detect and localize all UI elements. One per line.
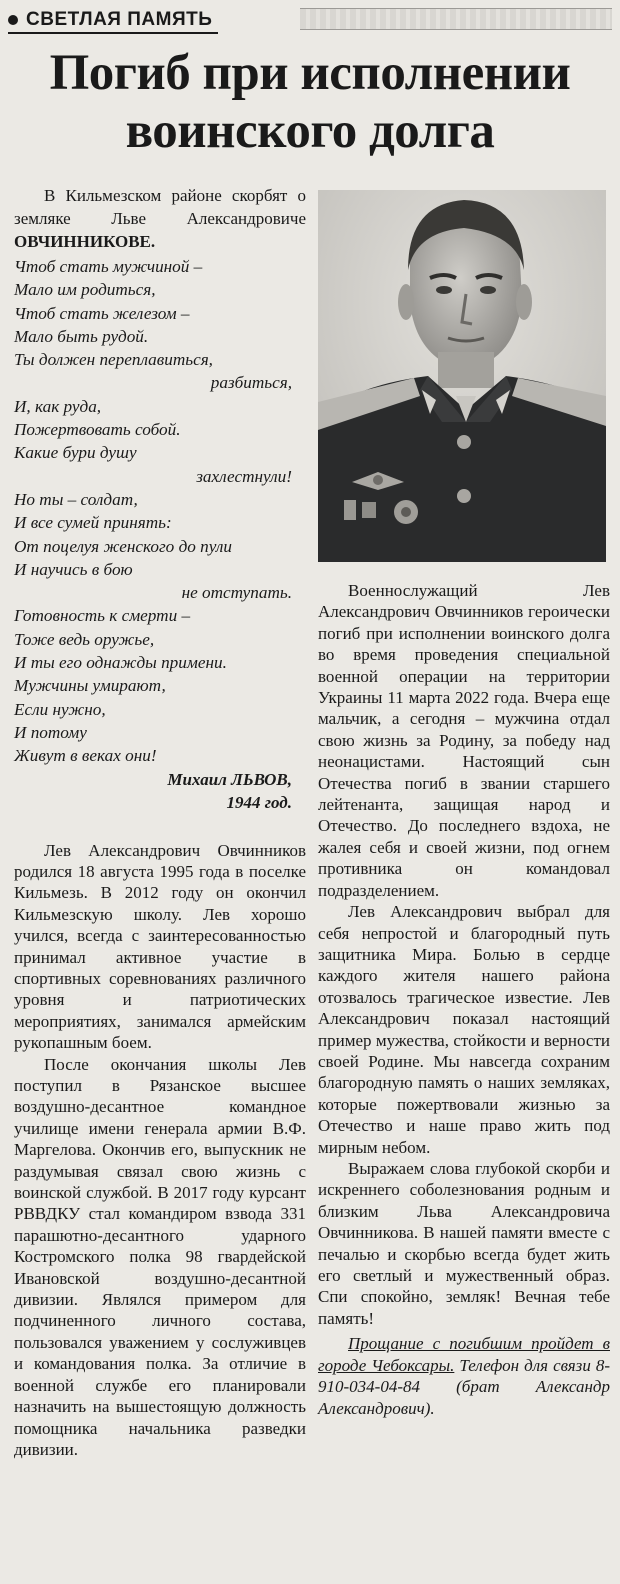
poem-line: И, как руда, bbox=[14, 396, 102, 416]
poem-line: Пожертвовать собой. bbox=[14, 420, 181, 440]
poem-line: И все сумей принять: bbox=[14, 513, 172, 533]
poem bbox=[14, 255, 306, 768]
poem-line: Если нужно, bbox=[14, 699, 106, 719]
poem-line: И потому bbox=[14, 722, 87, 742]
heroic-death-paragraph: Военнослужащий Лев Александрович Овчинников героически погиб при исполнении воинского долга во время проведения специальной военной операции на территории Украины 11 марта 2022 года. Вчера еще мальчик, а сегодня – мужчина отдал свою жизнь за Родину, за победу над неонацистами. Настоящий сын Отечества погиб в звании старшего лейтенанта, защищая народ и Отечество. До последнего вздоха, не жалея себя и своей жизни, под огнем противника он командовал подразделением. bbox=[318, 581, 610, 900]
adjacent-column-edge bbox=[300, 8, 612, 30]
poem-line: разбиться, bbox=[210, 373, 292, 393]
poem-line: Но ты – солдат, bbox=[14, 489, 138, 509]
left-column bbox=[14, 184, 306, 1460]
defender-paragraph: Лев Александрович выбрал для себя непростой и благородный путь защитника Мира. Болью в сердце каждого жителя нашего района отозвалось трагическое известие. Лев Александрович показал настоящий пример мужества, стойкости и верности своей Родине. Мы навсегда сохраним благородную память о наших земляках, которые пожертвовали жизнью за Отечество и наше право жить под мирным небом. bbox=[318, 902, 610, 1157]
service-paragraph: После окончания школы Лев поступил в Рязанское высшее воздушно-десантное командное училище имени генерала армии В.Ф. Маргелова. Окончив его, выпускник не раздумывая связал свою жизнь с воинской службой. В 2017 году курсант РВВДКУ стал командиром взвода 331 парашютно-десантного ударного Костромского полка 98 гвардейской Ивановской воздушно-десантной дивизии. Являлся примером для подчиненного личного состава, пользовался уважением у сослуживцев и командования полка. За отличие в военной службе его планировали назначить на вышестоящую должность помощника начальника разведки дивизии. bbox=[14, 1054, 306, 1459]
condolences-paragraph: Выражаем слова глубокой скорби и искреннего соболезнования родным и близким Льва Александровича Овчинникова. В нашей памяти вместе с печалью и скорбью всегда будет жить его светлый и мужественный образ. Спи спокойно, земляк! Вечная тебе память! bbox=[318, 1158, 610, 1328]
poem-line: Какие бури душу bbox=[14, 443, 137, 463]
farewell-phone: Телефон для связи 8-910-034-04-84 (брат Александр Александрович). bbox=[318, 1355, 611, 1418]
lead-paragraph: В Кильмезском районе скорбят о земляке Льве Александровиче ОВЧИННИКОВЕ. bbox=[14, 186, 306, 251]
farewell-note bbox=[318, 1333, 610, 1419]
poem-line: От поцелуя женского до пули bbox=[14, 536, 233, 556]
biography-paragraph: Лев Александрович Овчинников родился 18 августа 1995 года в поселке Кильмезь. В 2012 году он окончил Кильмезскую школу. Лев хорошо учился, всегда с заинтересованностью принимал активное участие в спортивных соревнованиях различного уровня и патриотических мероприятиях, занимался армейским рукопашным боем. bbox=[14, 840, 306, 1053]
poem-line: Мало им родиться, bbox=[14, 280, 156, 300]
poem-line: Тоже ведь оружье, bbox=[14, 629, 155, 649]
bullet-icon bbox=[8, 15, 18, 25]
portrait-photo bbox=[318, 190, 606, 562]
farewell-lead: Прощание с погибшим пройдет в городе Чебоксары. bbox=[318, 1334, 610, 1375]
lead-name: ОВЧИННИКОВЕ. bbox=[14, 232, 156, 251]
rubric-label: СВЕТЛАЯ ПАМЯТЬ bbox=[26, 9, 213, 30]
poem-line: не отступать. bbox=[181, 583, 292, 603]
poem-line: Живут в веках они! bbox=[14, 746, 157, 766]
poem-line: И научись в бою bbox=[14, 559, 133, 579]
poem-line: Ты должен переплавиться, bbox=[14, 350, 213, 370]
headline bbox=[0, 44, 620, 160]
headline-line-2: воинского долга bbox=[125, 103, 495, 159]
right-column bbox=[318, 580, 610, 1419]
poem-line: Мужчины умирают, bbox=[14, 676, 166, 696]
poem-line: Готовность к смерти – bbox=[14, 606, 191, 626]
portrait-image bbox=[318, 190, 606, 562]
poem-line: Чтоб стать мужчиной – bbox=[14, 257, 203, 276]
rubric bbox=[8, 8, 218, 34]
poem-line: И ты его однажды примени. bbox=[14, 653, 227, 673]
headline-line-1: Погиб при исполнении bbox=[49, 45, 571, 101]
poem-line: Чтоб стать железом – bbox=[14, 303, 190, 323]
poem-line: захлестнули! bbox=[196, 466, 292, 486]
poem-signature: Михаил ЛЬВОВ, 1944 год. bbox=[167, 769, 292, 812]
poem-line: Мало быть рудой. bbox=[14, 326, 149, 346]
